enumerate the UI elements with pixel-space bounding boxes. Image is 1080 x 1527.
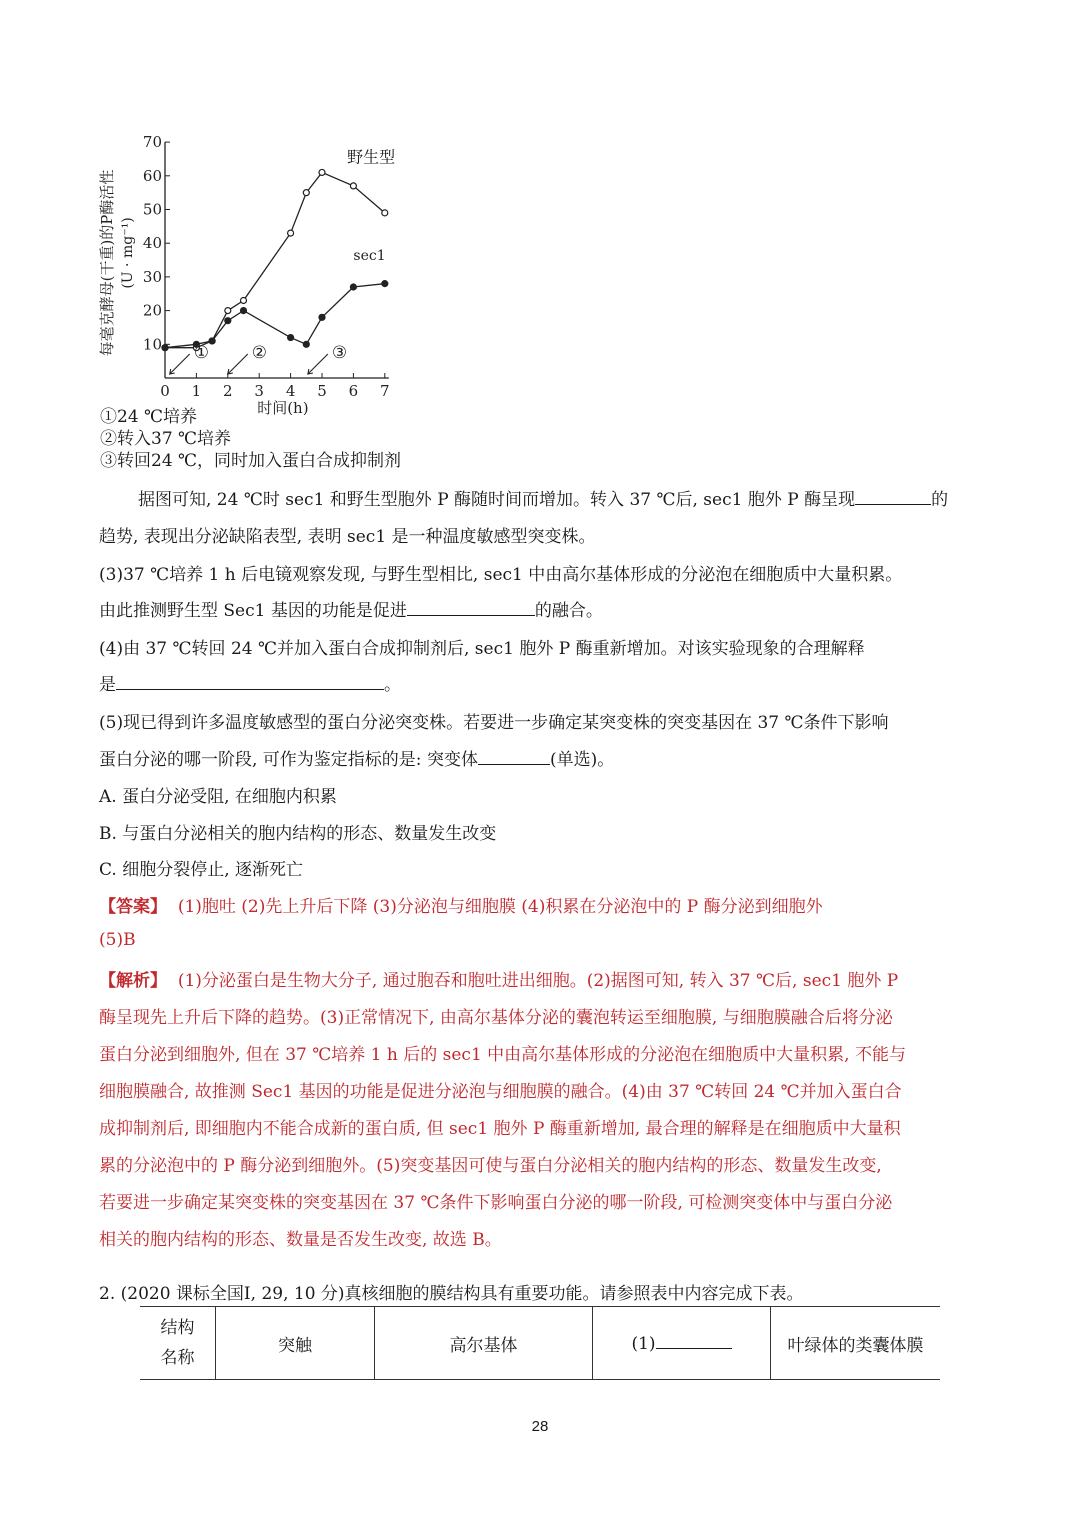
y-tick-label: 40 xyxy=(142,234,162,253)
series-label-wildtype: 野生型 xyxy=(347,147,396,167)
data-point xyxy=(350,183,356,189)
x-tick-label: 6 xyxy=(348,382,359,400)
series-line-1 xyxy=(165,172,385,347)
table-cell-golgi: 高尔基体 xyxy=(375,1307,593,1380)
y-axis-label: 每毫克酵母(干重)的P酶活性 xyxy=(98,169,116,357)
legend-item-2: ②转入37 ℃培养 xyxy=(100,429,232,449)
q5-line1: (5)现已得到许多温度敏感型的蛋白分泌突变株。若要进一步确定某突变株的突变基因在 37 ℃条件下影响 xyxy=(99,713,889,733)
data-point xyxy=(319,169,325,175)
q5-line2 xyxy=(99,745,983,770)
series-line-2 xyxy=(165,284,385,348)
table-cell-blank xyxy=(593,1307,771,1380)
annotation-arrow xyxy=(170,354,190,374)
y-tick-label: 30 xyxy=(142,267,162,286)
header-line2: 名称 xyxy=(160,1348,195,1368)
analysis-line8: 相关的胞内结构的形态、数量是否发生改变, 故选 B。 xyxy=(99,1230,502,1250)
q2-line2: 趋势, 表现出分泌缺陷表型, 表明 sec1 是一种温度敏感型突变株。 xyxy=(99,527,596,547)
annotation-label: ① xyxy=(193,343,209,363)
analysis-line3: 蛋白分泌到细胞外, 但在 37 ℃培养 1 h 后的 sec1 中由高尔基体形成的分泌泡在细胞质中大量积累, 不能与 xyxy=(99,1045,906,1065)
analysis-text-0: (1)分泌蛋白是生物大分子, 通过胞吞和胞吐进出细胞。(2)据图可知, 转入 37 ℃后, sec1 胞外 P xyxy=(177,971,899,991)
data-point xyxy=(303,190,309,196)
x-tick-label: 5 xyxy=(317,382,327,400)
legend-item-1: ①24 ℃培养 xyxy=(100,407,198,427)
data-point xyxy=(241,297,247,303)
analysis-line4: 细胞膜融合, 故推测 Sec1 基因的功能是促进分泌泡与细胞膜的融合。(4)由 37 ℃转回 24 ℃并加入蛋白合 xyxy=(99,1082,902,1102)
data-point xyxy=(350,284,356,290)
data-point xyxy=(209,338,215,344)
option-b: B. 与蛋白分泌相关的胞内结构的形态、数量发生改变 xyxy=(99,824,497,844)
q3-text-a: 由此推测野生型 Sec1 基因的功能是促进 xyxy=(99,601,407,621)
annotation-arrow xyxy=(308,354,328,374)
answer-tag: 【答案】 xyxy=(99,897,167,917)
analysis-line2: 酶呈现先上升后下降的趋势。(3)正常情况下, 由高尔基体分泌的囊泡转运至细胞膜, 与细胞膜融合后将分泌 xyxy=(99,1008,893,1028)
analysis-line5: 成抑制剂后, 即细胞内不能合成新的蛋白质, 但 sec1 胞外 P 酶重新增加, 最合理的解释是在细胞质中大量积 xyxy=(99,1119,901,1139)
q4-line1: (4)由 37 ℃转回 24 ℃并加入蛋白合成抑制剂后, sec1 胞外 P 酶重新增加。对该实验现象的合理解释 xyxy=(99,639,865,659)
option-c: C. 细胞分裂停止, 逐渐死亡 xyxy=(99,860,304,880)
p-enzyme-activity-chart xyxy=(90,125,420,415)
q4-text-a: 是 xyxy=(99,675,116,695)
x-tick-label: 2 xyxy=(223,382,233,400)
q3-line2 xyxy=(99,596,983,621)
q4-text-b: 。 xyxy=(384,675,401,695)
answer-text: (1)胞吐 (2)先上升后下降 (3)分泌泡与细胞膜 (4)积累在分泌泡中的 P 酶分泌到细胞外 xyxy=(177,897,823,917)
analysis-line1 xyxy=(99,966,983,991)
y-axis-unit: (U · mg⁻¹) xyxy=(120,217,136,289)
answer-blank-4[interactable] xyxy=(478,748,550,765)
y-tick-label: 50 xyxy=(142,200,162,219)
q2-text-b: 的 xyxy=(931,490,949,510)
y-tick-label: 70 xyxy=(142,133,162,152)
answer-blank-1[interactable] xyxy=(855,488,931,505)
analysis-line6: 累的分泌泡中的 P 酶分泌到细胞外。(5)突变基因可使与蛋白分泌相关的胞内结构的形态、数量发生改变, xyxy=(99,1156,882,1176)
data-point xyxy=(288,230,294,236)
q3-line1: (3)37 ℃培养 1 h 后电镜观察发现, 与野生型相比, sec1 中由高尔基体形成的分泌泡在细胞质中大量积累。 xyxy=(99,565,903,585)
q4-line2 xyxy=(99,670,983,695)
annotation-label: ③ xyxy=(331,343,348,363)
y-tick-label: 20 xyxy=(142,301,162,320)
data-point xyxy=(319,314,325,320)
answer-blank-3[interactable] xyxy=(116,673,384,690)
table-header-cell xyxy=(140,1307,216,1380)
annotation-arrow xyxy=(228,354,248,374)
header-line1: 结构 xyxy=(160,1318,195,1338)
x-tick-label: 3 xyxy=(254,382,264,400)
table-row xyxy=(140,1307,940,1380)
answer-line1 xyxy=(99,892,983,917)
q5-text-b: (单选)。 xyxy=(549,750,615,770)
membrane-structure-table xyxy=(140,1306,940,1380)
q5-text-a: 蛋白分泌的哪一阶段, 可作为鉴定指标的是: 突变体 xyxy=(99,750,478,770)
data-point xyxy=(382,281,388,287)
analysis-line7: 若要进一步确定某突变株的突变基因在 37 ℃条件下影响蛋白分泌的哪一阶段, 可检测突变体中与蛋白分泌 xyxy=(99,1193,893,1213)
x-tick-label: 1 xyxy=(191,382,202,400)
data-point xyxy=(288,335,294,341)
page-number: 28 xyxy=(531,1418,549,1435)
series-label-sec1: sec1 xyxy=(353,248,386,265)
annotation-label: ② xyxy=(251,343,268,363)
y-tick-label: 10 xyxy=(142,335,162,354)
x-tick-label: 0 xyxy=(160,382,170,400)
x-tick-label: 4 xyxy=(285,382,296,400)
data-point xyxy=(225,308,231,314)
q2-line1 xyxy=(138,485,1022,510)
q3-text-b: 的融合。 xyxy=(534,601,603,621)
answer-line2: (5)B xyxy=(99,930,136,950)
analysis-tag: 【解析】 xyxy=(99,971,167,991)
answer-blank-2[interactable] xyxy=(407,599,535,616)
q2-text-a: 据图可知, 24 ℃时 sec1 和野生型胞外 P 酶随时间而增加。转入 37 ℃后, sec1 胞外 P 酶呈现 xyxy=(138,490,856,510)
table-cell-synapse: 突触 xyxy=(216,1307,375,1380)
y-tick-label: 60 xyxy=(142,166,162,185)
data-point xyxy=(382,210,388,216)
data-point xyxy=(303,341,309,347)
table-blank-label: (1) xyxy=(631,1334,656,1354)
data-point xyxy=(162,345,168,351)
table-cell-thylakoid: 叶绿体的类囊体膜 xyxy=(771,1307,941,1380)
x-axis-label: 时间(h) xyxy=(257,399,309,415)
answer-blank-5[interactable] xyxy=(656,1332,732,1349)
x-tick-label: 7 xyxy=(380,382,390,400)
data-point xyxy=(241,308,247,314)
question-2: 2. (2020 课标全国Ⅰ, 29, 10 分)真核细胞的膜结构具有重要功能。请参照表中内容完成下表。 xyxy=(99,1284,804,1304)
legend-item-3: ③转回24 ℃，同时加入蛋白合成抑制剂 xyxy=(100,451,402,471)
data-point xyxy=(225,318,231,324)
option-a: A. 蛋白分泌受阻, 在细胞内积累 xyxy=(99,787,337,807)
